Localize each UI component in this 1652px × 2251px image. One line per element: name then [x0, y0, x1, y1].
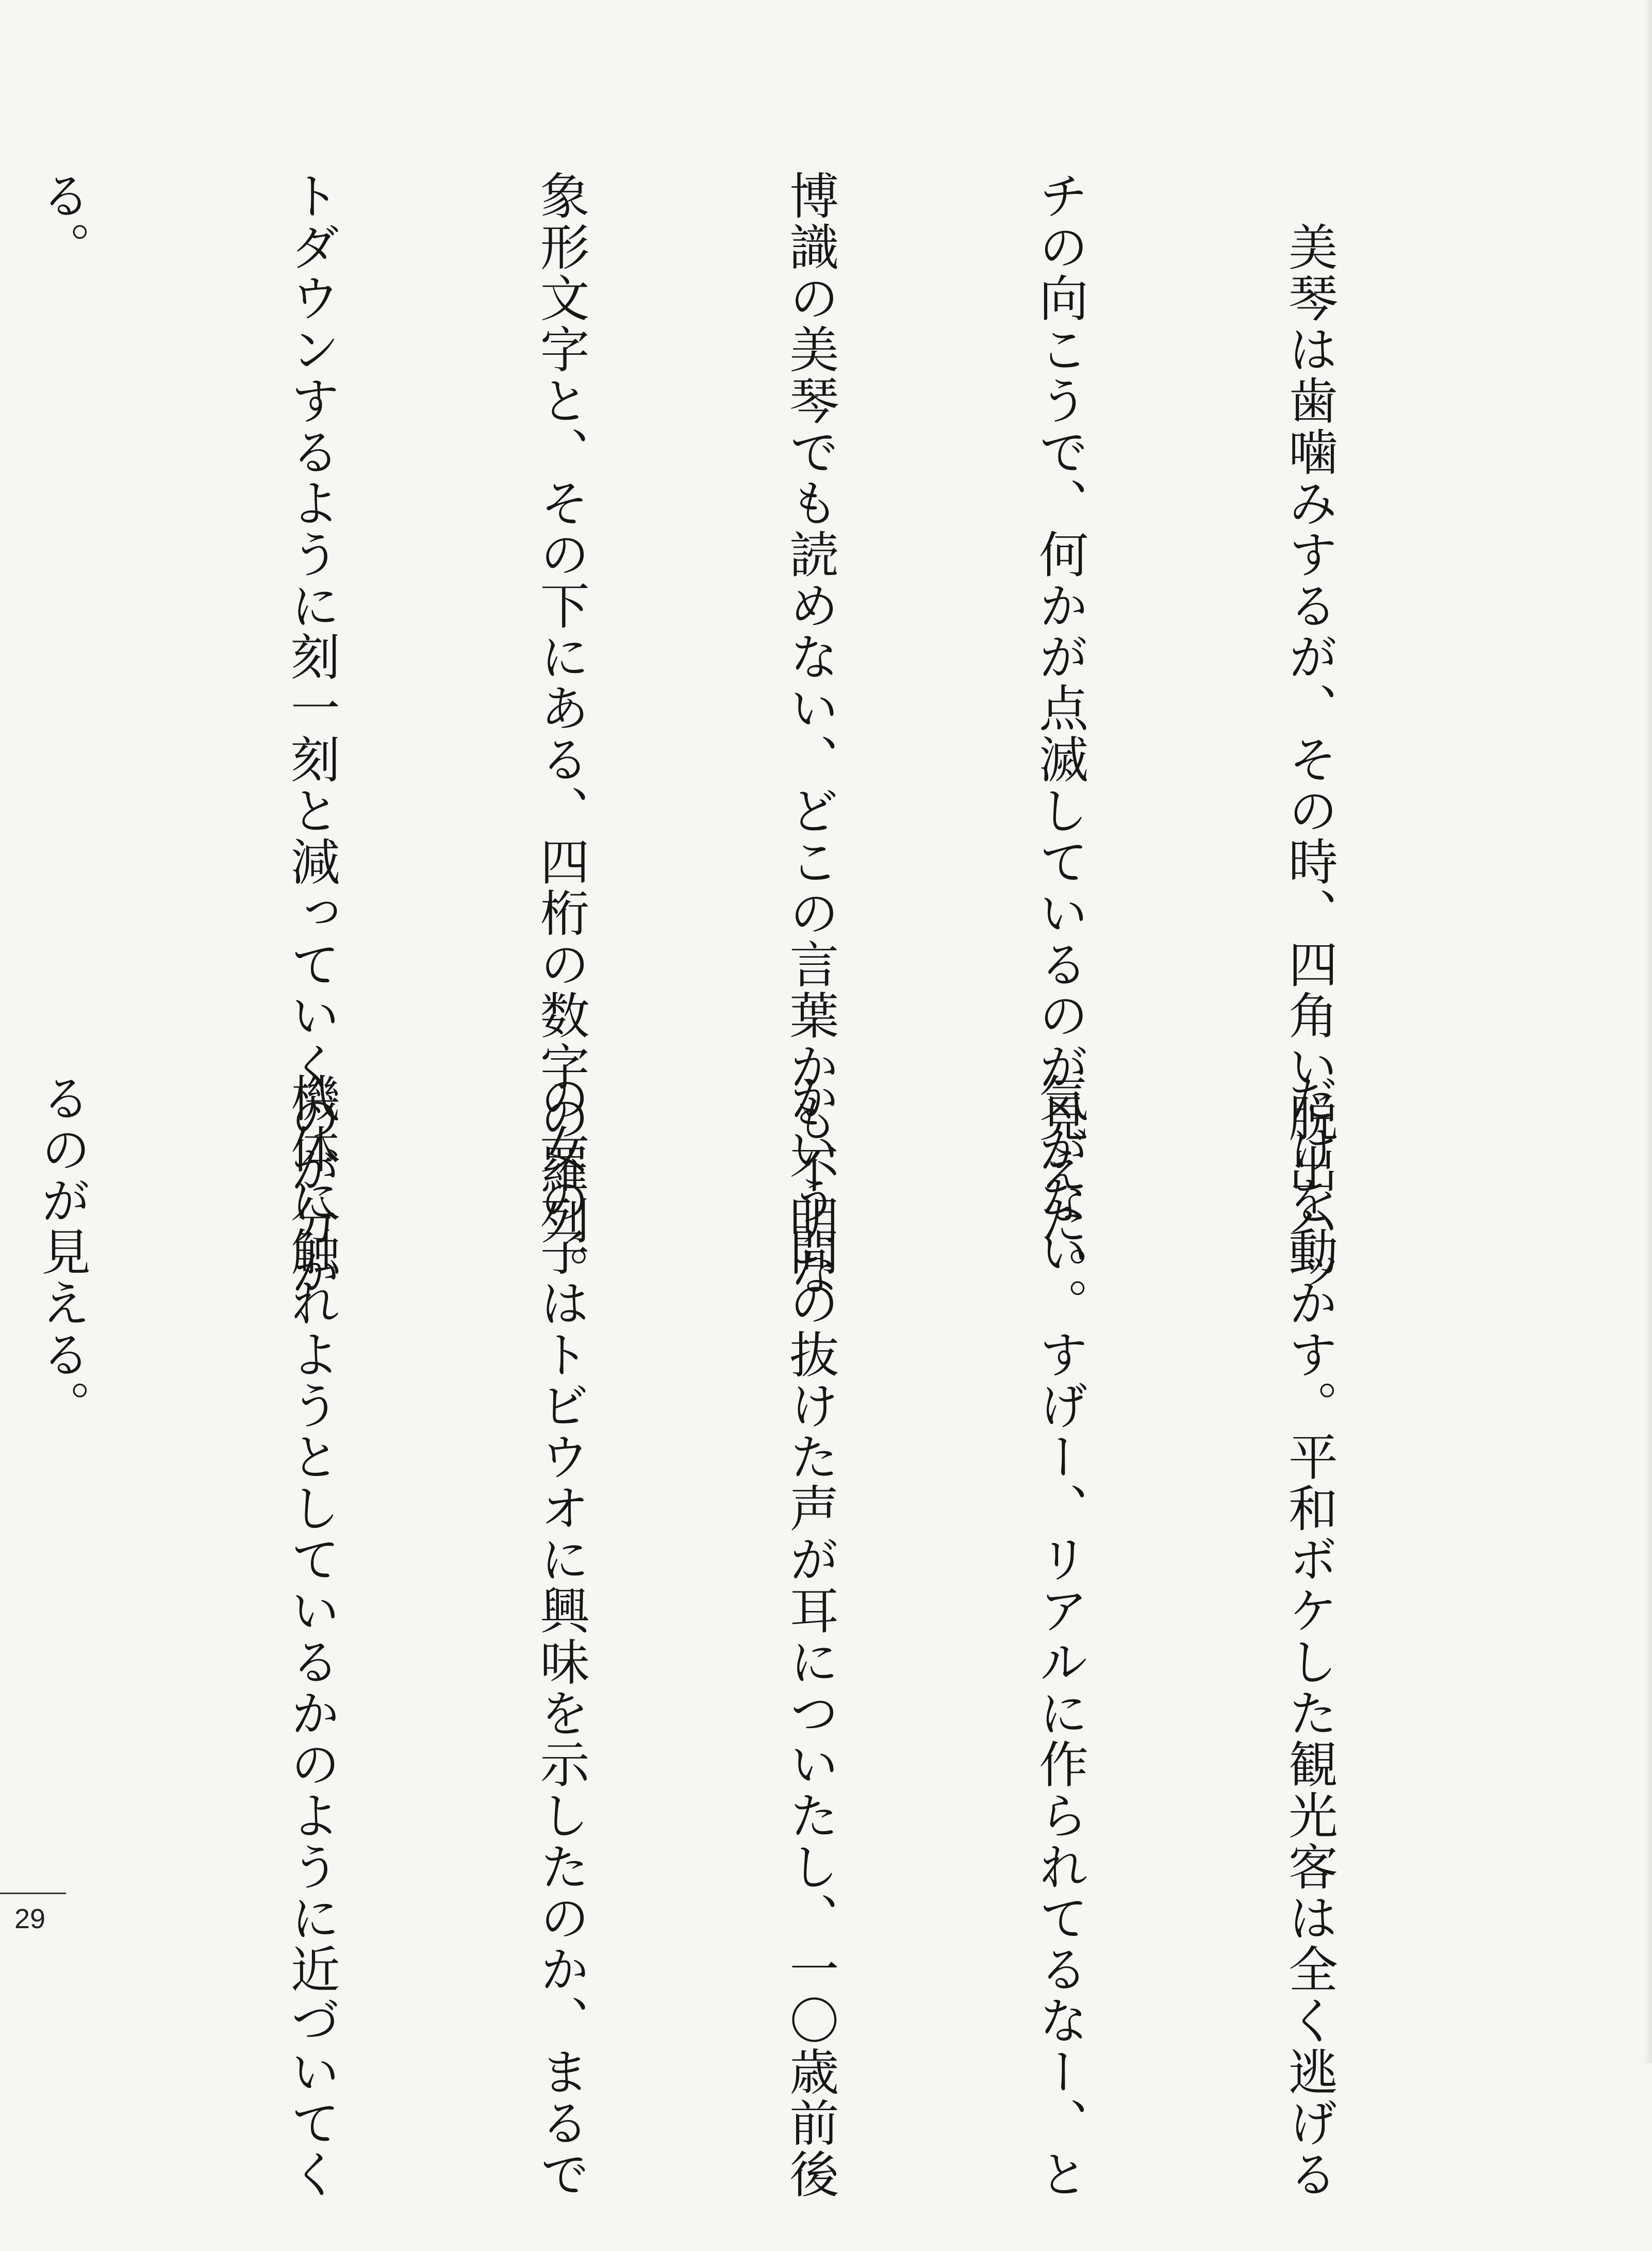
page-number-rule: [0, 1893, 66, 1894]
text-line: かいう間の抜けた声が耳についたし、一〇歳前後: [781, 1073, 839, 2200]
text-line: トダウンするように刻一刻と減っていくのが分か: [283, 170, 341, 1297]
text-line: る。: [33, 170, 91, 273]
page-edge: [1643, 0, 1652, 2063]
text-line: 気がない。すげー、リアルに作られてるなー、と: [1031, 1073, 1089, 2200]
text-line: の女の子はトビウオに興味を示したのか、まるで: [532, 1073, 590, 2200]
text-line: 機体に触れようとしているかのように近づいてく: [283, 1073, 341, 2200]
text-line: チの向こうで、何かが点滅しているのが見えた。: [1031, 170, 1089, 1297]
text-line: るのが見える。: [33, 1073, 91, 1432]
text-line: だけを動かす。平和ボケした観光客は全く逃げる: [1280, 1073, 1339, 2200]
page-number: 29: [14, 1903, 46, 1934]
text-line: 博識の美琴でも読めない、どこの言葉かも不明な: [781, 170, 839, 1297]
text-line: 美琴は歯噛みするが、その時、四角い脱出ハッ: [1280, 170, 1339, 1297]
text-line: 象形文字と、その下にある、四桁の数字の羅列。: [532, 170, 590, 1297]
